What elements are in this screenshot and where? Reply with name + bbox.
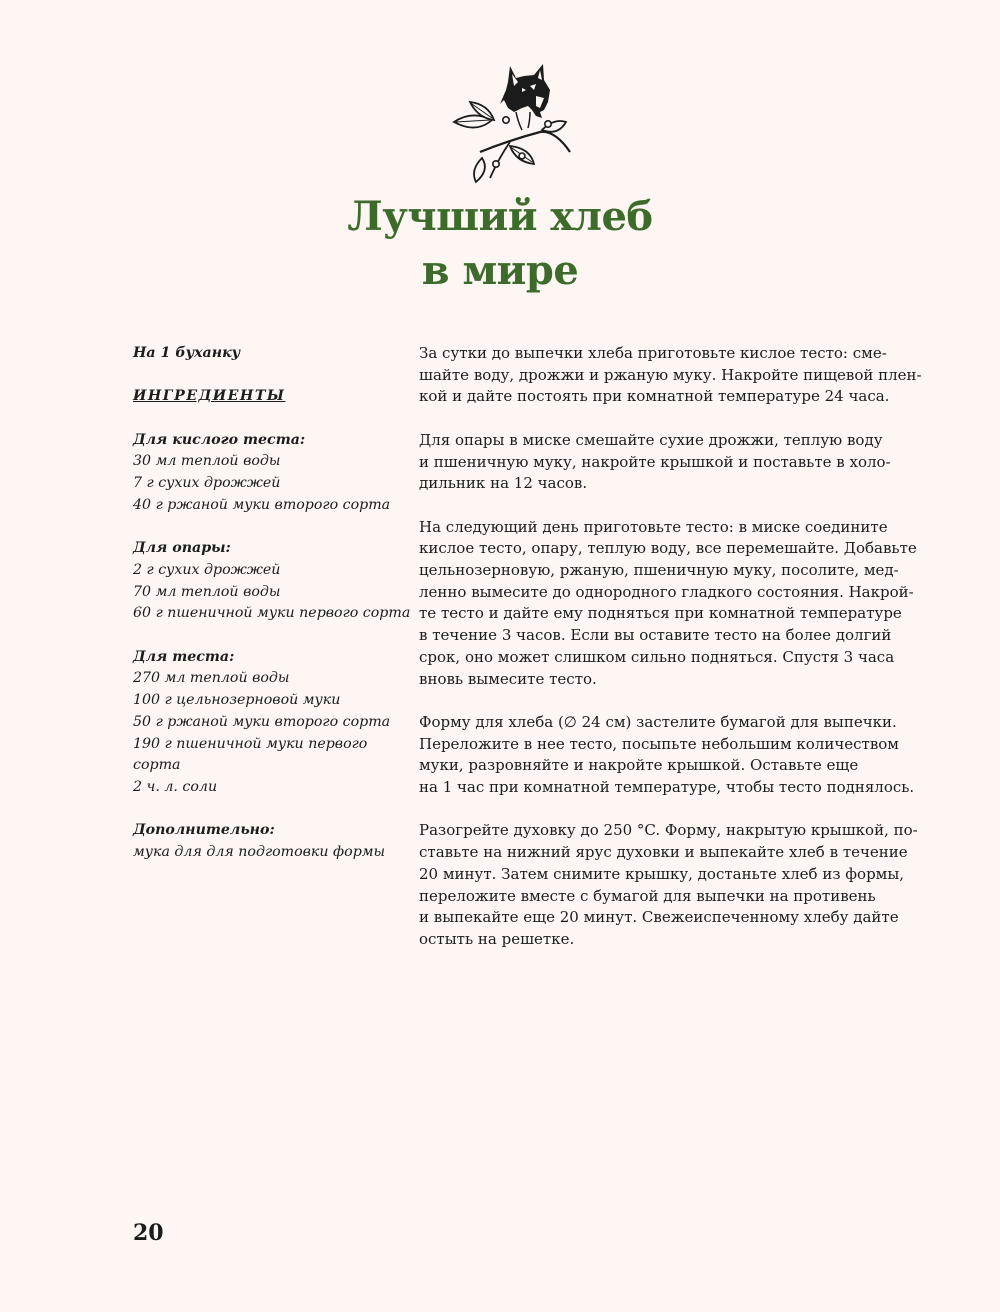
text-line: За сутки до выпечки хлеба приготовьте кислое тесто: сме- — [419, 344, 887, 362]
text-line: кой и дайте постоять при комнатной температуре 24 часа. — [419, 387, 890, 406]
text-line: шайте воду, дрожжи и ржаную муку. Накройте пищевой плен- — [419, 365, 922, 384]
ingredient-group-extra — [133, 820, 403, 863]
text-line: на 1 час при комнатной температуре, чтобы тесто поднялось. — [419, 778, 915, 797]
fox-on-branch-icon — [450, 60, 580, 185]
text-line: остыть на решетке. — [419, 929, 575, 948]
instruction-paragraph — [419, 820, 918, 950]
ingredient-group-title: Дополнительно: — [133, 822, 275, 839]
ingredient-item: сорта — [133, 757, 181, 774]
instructions-column — [419, 343, 922, 972]
ingredient-item: 70 мл теплой воды — [133, 583, 281, 600]
text-line: в течение 3 часов. Если вы оставите тесто на более долгий — [419, 626, 892, 645]
ingredient-group-title: Для опары: — [133, 540, 231, 557]
ingredient-item: 190 г пшеничной муки первого — [133, 735, 368, 752]
title-line-2: в мире — [421, 247, 579, 294]
text-line: переложите вместе с бумагой для выпечки на противень — [419, 886, 876, 905]
instruction-paragraph — [419, 430, 899, 495]
ingredient-group-title: Для кислого теста: — [133, 431, 306, 448]
text-line: дильник на 12 часов. — [419, 474, 588, 493]
instruction-paragraph — [419, 712, 915, 799]
text-line: 20 минут. Затем снимите крышку, достаньте хлеб из формы, — [419, 864, 905, 883]
ingredient-group-sourdough — [133, 430, 403, 517]
page-title — [0, 190, 1000, 298]
text-line: На следующий день приготовьте тесто: в миске соедините — [419, 517, 888, 536]
instruction-paragraph — [419, 343, 922, 408]
text-line: ставьте на нижний ярус духовки и выпекайте хлеб в течение — [419, 843, 908, 862]
ingredient-item: 2 ч. л. соли — [133, 779, 218, 795]
page-number: 20 — [133, 1220, 164, 1246]
ingredients-column — [133, 343, 411, 864]
text-line: вновь вымесите тесто. — [419, 669, 597, 688]
text-line: кислое тесто, опару, теплую воду, все перемешайте. Добавьте — [419, 539, 917, 558]
ingredient-group-starter — [133, 538, 411, 625]
ingredient-item: 100 г цельнозерновой муки — [133, 692, 341, 709]
text-line: и пшеничную муку, накройте крышкой и поставьте в холо- — [419, 452, 891, 471]
ingredient-item: 30 мл теплой воды — [133, 453, 281, 470]
text-line: срок, оно может слишком сильно подняться. Спустя 3 часа — [419, 647, 895, 666]
ingredient-item: 7 г сухих дрожжей — [133, 475, 281, 492]
ingredient-group-title: Для теста: — [133, 648, 235, 665]
ingredient-item: 60 г пшеничной муки первого сорта — [133, 605, 411, 622]
ingredients-heading: ИНГРЕДИЕНТЫ — [133, 388, 286, 405]
text-line: Для опары в миске смешайте сухие дрожжи, теплую воду — [419, 430, 883, 449]
text-line: ленно вымесите до однородного гладкого состояния. Накрой- — [419, 582, 914, 601]
text-line: те тесто и дайте ему подняться при комнатной температуре — [419, 604, 902, 623]
yield-label: На 1 буханку — [133, 345, 241, 361]
ingredient-group-dough — [133, 647, 403, 799]
ingredient-item: 40 г ржаной муки второго сорта — [133, 496, 391, 513]
ingredient-item: 270 мл теплой воды — [133, 670, 290, 687]
text-line: и выпекайте еще 20 минут. Свежеиспеченному хлебу дайте — [419, 908, 899, 927]
text-line: муки, разровняйте и накройте крышкой. Оставьте еще — [419, 756, 859, 775]
instruction-paragraph — [419, 517, 917, 691]
text-line: цельнозерновую, ржаную, пшеничную муку, посолите, мед- — [419, 561, 899, 579]
text-line: Разогрейте духовку до 250 °C. Форму, накрытую крышкой, по- — [419, 821, 918, 840]
text-line: Переложите в нее тесто, посыпьте небольшим количеством — [419, 734, 899, 753]
ingredient-item: мука для для подготовки формы — [133, 844, 386, 861]
text-line: Форму для хлеба (∅ 24 см) застелите бумагой для выпечки. — [419, 712, 897, 731]
ingredient-item: 50 г ржаной муки второго сорта — [133, 713, 391, 730]
title-line-1: Лучший хлеб — [347, 193, 653, 240]
ingredient-item: 2 г сухих дрожжей — [133, 561, 281, 578]
